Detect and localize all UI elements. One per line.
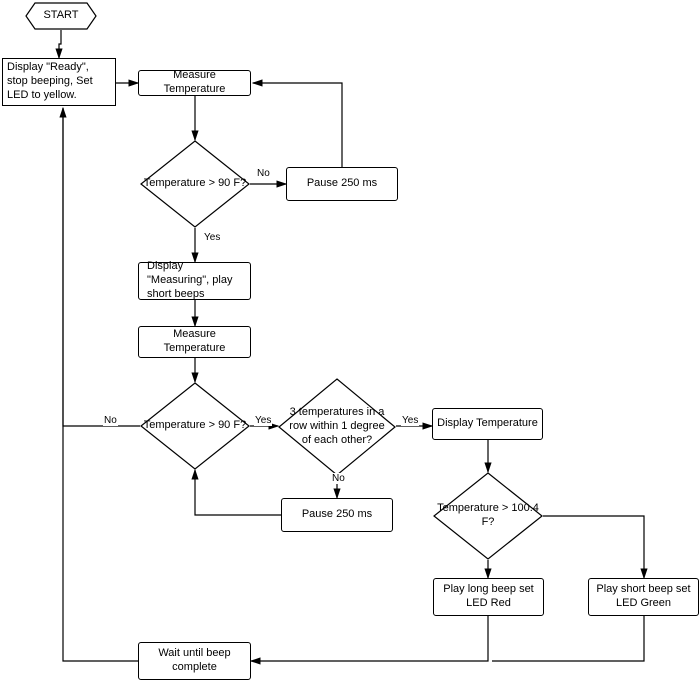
node-pause-250-2 — [281, 498, 393, 532]
edge-label-yes-1: Yes — [204, 232, 221, 243]
node-display-ready — [2, 58, 116, 106]
node-measure-temperature-2 — [138, 326, 251, 358]
node-start-label: START — [43, 9, 79, 22]
node-wait-until-beep-complete — [138, 642, 251, 680]
node-play-short-beep — [588, 578, 699, 616]
node-measure-temperature-2-label: Measure Temperature — [163, 328, 226, 354]
node-pause-250-1-label: Pause 250 ms — [306, 177, 378, 190]
node-display-temperature — [432, 408, 543, 440]
edge-label-yes-3: Yes — [402, 415, 419, 426]
node-pause-250-2-label: Pause 250 ms — [301, 508, 373, 521]
node-play-long-beep — [433, 578, 544, 616]
edge-label-no-1: No — [257, 168, 270, 179]
node-measure-temperature-1 — [138, 70, 251, 96]
edge-label-no-2: No — [104, 415, 117, 426]
node-start — [25, 2, 97, 30]
node-display-measuring — [138, 262, 251, 300]
edge-label-no-3: No — [332, 473, 345, 484]
node-temperature-over-90-1-label: Temperature > 90 F? — [143, 177, 247, 190]
node-temperature-over-90-1 — [140, 140, 250, 228]
node-temperature-over-100-4-label: Temperature > 100.4 F? — [437, 502, 539, 528]
node-measure-temperature-1-label: Measure Temperature — [163, 69, 226, 95]
node-temperature-over-90-2 — [140, 382, 250, 470]
node-pause-250-1 — [286, 167, 398, 201]
node-three-temps-in-a-row-label: 3 temperatures in a row within 1 degree of each other? — [289, 406, 385, 446]
edge-label-yes-2: Yes — [255, 415, 272, 426]
node-display-ready-label: Display "Ready", stop beeping, Set LED to yellow. — [7, 61, 93, 101]
node-temperature-over-100-4 — [433, 472, 543, 560]
node-play-long-beep-label: Play long beep set LED Red — [443, 583, 534, 609]
node-play-short-beep-label: Play short beep set LED Green — [596, 583, 691, 609]
node-wait-until-beep-complete-label: Wait until beep complete — [158, 647, 231, 673]
node-display-measuring-label: Display "Measuring", play short beeps — [147, 260, 233, 300]
node-three-temps-in-a-row — [278, 378, 396, 476]
node-temperature-over-90-2-label: Temperature > 90 F? — [143, 419, 247, 432]
node-display-temperature-label: Display Temperature — [437, 417, 538, 430]
